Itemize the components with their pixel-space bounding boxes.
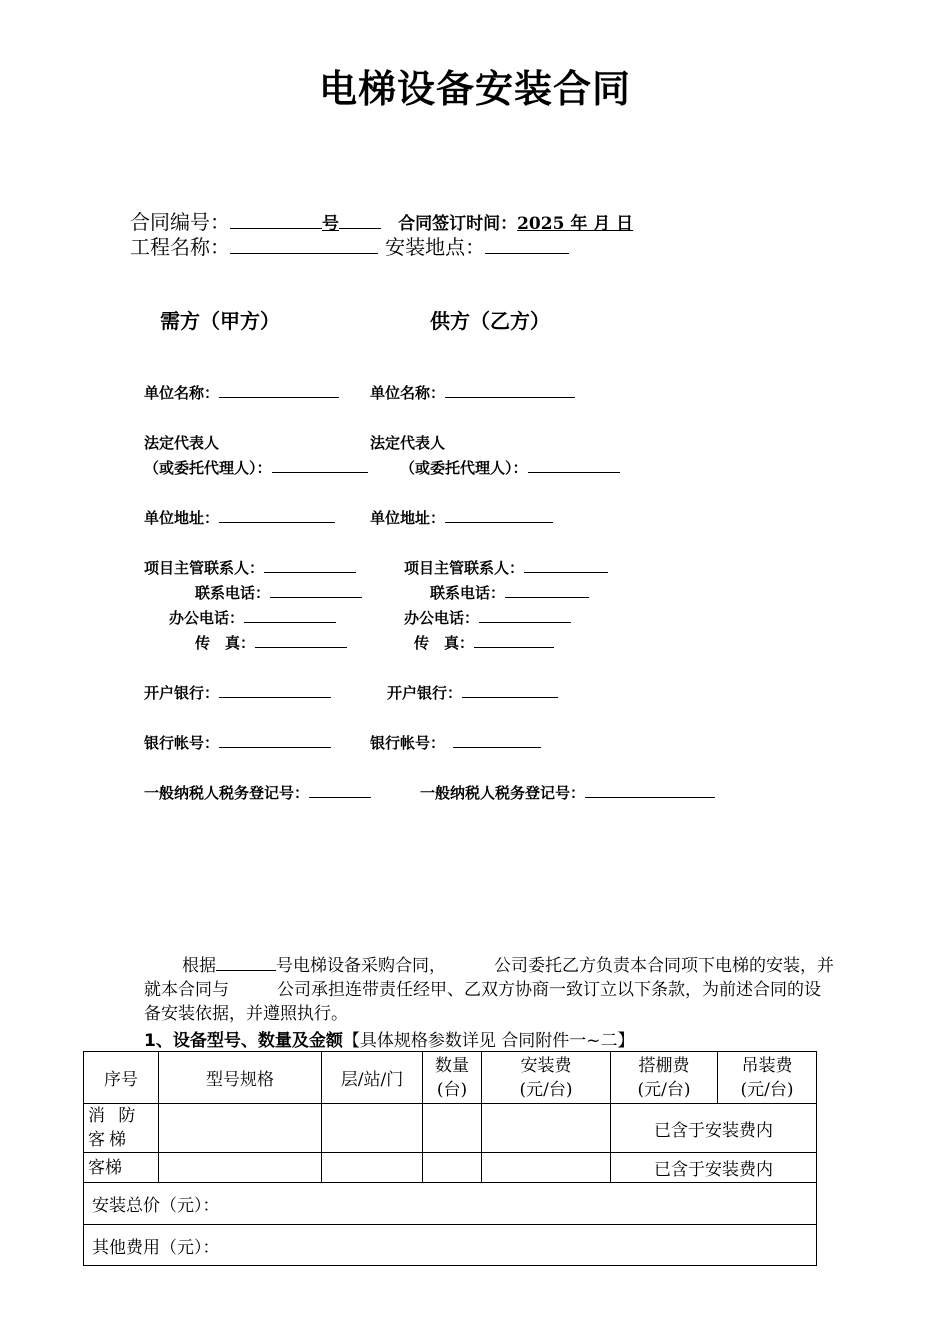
- buyer-fax-label: 传 真：: [195, 634, 256, 652]
- seller-account: [370, 732, 541, 753]
- seller-agent: [400, 457, 620, 478]
- row-floors-cell[interactable]: [322, 1153, 423, 1183]
- seller-tax-no-blank[interactable]: [585, 783, 715, 798]
- buyer-address: [144, 507, 335, 528]
- seller-bank: [387, 682, 558, 703]
- row-name: 消 防 客梯: [84, 1104, 159, 1153]
- buyer-legal-rep: 法定代表人: [144, 434, 220, 452]
- seller-contact-blank[interactable]: [524, 558, 608, 573]
- buyer-phone-blank[interactable]: [270, 583, 362, 598]
- purchase-contract-no-blank[interactable]: [216, 956, 276, 971]
- seller-tax-no: [420, 782, 715, 803]
- table-row: [84, 1153, 817, 1183]
- seller-office-phone-blank[interactable]: [479, 608, 571, 623]
- buyer-fax-blank[interactable]: [255, 633, 347, 648]
- intro-p1: 根据: [182, 956, 216, 976]
- intro-paragraph: [144, 954, 836, 1026]
- buyer-tax-no: [144, 782, 371, 803]
- equipment-table: [83, 1051, 817, 1266]
- header-install-fee: 安装费 (元/台): [482, 1052, 611, 1104]
- intro-p4: 公司承担连带责任经甲、乙双方协商一致订立以下条款，为前述合同的设备安装依据，并遵照执行。: [144, 980, 821, 1024]
- project-line: [130, 231, 569, 260]
- header-model: 型号规格: [159, 1052, 322, 1104]
- buyer-contact-blank[interactable]: [264, 558, 356, 573]
- project-label: 工程名称：: [130, 235, 230, 259]
- buyer-bank: [144, 682, 331, 703]
- intro-p2: 号电梯设备采购合同，: [276, 956, 446, 976]
- header-qty: 数量 (台): [423, 1052, 482, 1104]
- seller-fax-blank[interactable]: [474, 633, 554, 648]
- seller-bank-blank[interactable]: [462, 683, 558, 698]
- buyer-agent-label: （或委托代理人）：: [144, 459, 272, 477]
- seller-agent-label: （或委托代理人）：: [400, 459, 528, 477]
- seller-address-blank[interactable]: [445, 508, 553, 523]
- table-row: [84, 1104, 817, 1153]
- seller-office-phone-label: 办公电话：: [404, 609, 480, 627]
- contract-no-blank[interactable]: [230, 212, 322, 229]
- header-floors: 层/站/门: [322, 1052, 423, 1104]
- seller-contact-label: 项目主管联系人：: [404, 559, 525, 577]
- seller-fax-label: 传 真：: [414, 634, 475, 652]
- buyer-office-phone-label: 办公电话：: [169, 609, 245, 627]
- total-row: [84, 1183, 817, 1225]
- buyer-office-phone: [169, 607, 336, 628]
- seller-account-blank[interactable]: [453, 733, 541, 748]
- buyer-account-blank[interactable]: [219, 733, 331, 748]
- total-price-label[interactable]: 安装总价（元）：: [84, 1183, 817, 1225]
- table-header-row: [84, 1052, 817, 1104]
- row-qty-cell[interactable]: [423, 1104, 482, 1153]
- seller-bank-label: 开户银行：: [387, 684, 463, 702]
- buyer-unit-name: [144, 382, 339, 403]
- seller-contact: [404, 557, 608, 578]
- other-fees-label[interactable]: 其他费用（元）：: [84, 1225, 817, 1266]
- contract-no-blank-2[interactable]: [339, 212, 381, 229]
- seller-unit-name: [370, 382, 575, 403]
- contract-title: 电梯设备安装合同: [318, 67, 631, 111]
- seller-tax-no-label: 一般纳税人税务登记号：: [420, 784, 586, 802]
- buyer-unit-name-blank[interactable]: [219, 383, 339, 398]
- row-model-cell[interactable]: [159, 1153, 322, 1183]
- seller-unit-name-label: 单位名称：: [370, 384, 446, 402]
- seller-phone-blank[interactable]: [505, 583, 589, 598]
- buyer-unit-name-label: 单位名称：: [144, 384, 220, 402]
- row-install-fee-cell[interactable]: [482, 1153, 611, 1183]
- header-scaffold-fee: 搭棚费 (元/台): [611, 1052, 718, 1104]
- seller-unit-name-blank[interactable]: [445, 383, 575, 398]
- buyer-tax-no-blank[interactable]: [309, 783, 371, 798]
- row-model-cell[interactable]: [159, 1104, 322, 1153]
- seller-address-label: 单位地址：: [370, 509, 446, 527]
- section-1-note: 【具体规格参数详见 合同附件一~二】: [342, 1031, 635, 1051]
- buyer-agent-blank[interactable]: [272, 458, 368, 473]
- intro-p3: 公司委托乙方负责本合同项下电梯的安装，并就本合同与: [144, 956, 834, 1000]
- buyer-contact-label: 项目主管联系人：: [144, 559, 265, 577]
- seller-agent-blank[interactable]: [528, 458, 620, 473]
- header-seq: 序号: [84, 1052, 159, 1104]
- buyer-phone-label: 联系电话：: [195, 584, 271, 602]
- buyer-heading: 需方（甲方）: [160, 309, 280, 333]
- sign-time-value: 2025 年 月 日: [517, 214, 634, 234]
- row-qty-cell[interactable]: [423, 1153, 482, 1183]
- buyer-account-label: 银行帐号：: [144, 734, 220, 752]
- header-hoist-fee: 吊装费 (元/台): [718, 1052, 817, 1104]
- buyer-address-label: 单位地址：: [144, 509, 220, 527]
- seller-office-phone: [404, 607, 571, 628]
- other-fees-row: [84, 1225, 817, 1266]
- buyer-office-phone-blank[interactable]: [244, 608, 336, 623]
- buyer-fax: [195, 632, 347, 653]
- project-blank[interactable]: [230, 237, 378, 254]
- buyer-bank-label: 开户银行：: [144, 684, 220, 702]
- contract-no-suffix: 号: [322, 214, 339, 234]
- site-blank[interactable]: [485, 237, 569, 254]
- buyer-contact: [144, 557, 356, 578]
- buyer-bank-blank[interactable]: [219, 683, 331, 698]
- seller-address: [370, 507, 553, 528]
- buyer-account: [144, 732, 331, 753]
- seller-heading: 供方（乙方）: [430, 309, 550, 333]
- row-install-fee-cell[interactable]: [482, 1104, 611, 1153]
- row-included-note: 已含于安装费内: [611, 1104, 817, 1153]
- buyer-address-blank[interactable]: [219, 508, 335, 523]
- seller-fax: [414, 632, 554, 653]
- section-1-title: 1、设备型号、数量及金额: [144, 1031, 343, 1051]
- seller-phone: [430, 582, 589, 603]
- seller-phone-label: 联系电话：: [430, 584, 506, 602]
- row-floors-cell[interactable]: [322, 1104, 423, 1153]
- section-1-heading: [144, 1026, 634, 1051]
- seller-legal-rep: 法定代表人: [370, 434, 446, 452]
- seller-account-label: 银行帐号：: [370, 734, 446, 752]
- buyer-phone: [195, 582, 362, 603]
- buyer-tax-no-label: 一般纳税人税务登记号：: [144, 784, 310, 802]
- buyer-agent: [144, 457, 368, 478]
- sign-time-label: 合同签订时间：: [398, 214, 518, 234]
- site-label: 安装地点：: [385, 235, 486, 259]
- row-name: 客梯: [84, 1153, 159, 1183]
- row-included-note: 已含于安装费内: [611, 1153, 817, 1183]
- contract-no-label: 合同编号：: [130, 210, 230, 234]
